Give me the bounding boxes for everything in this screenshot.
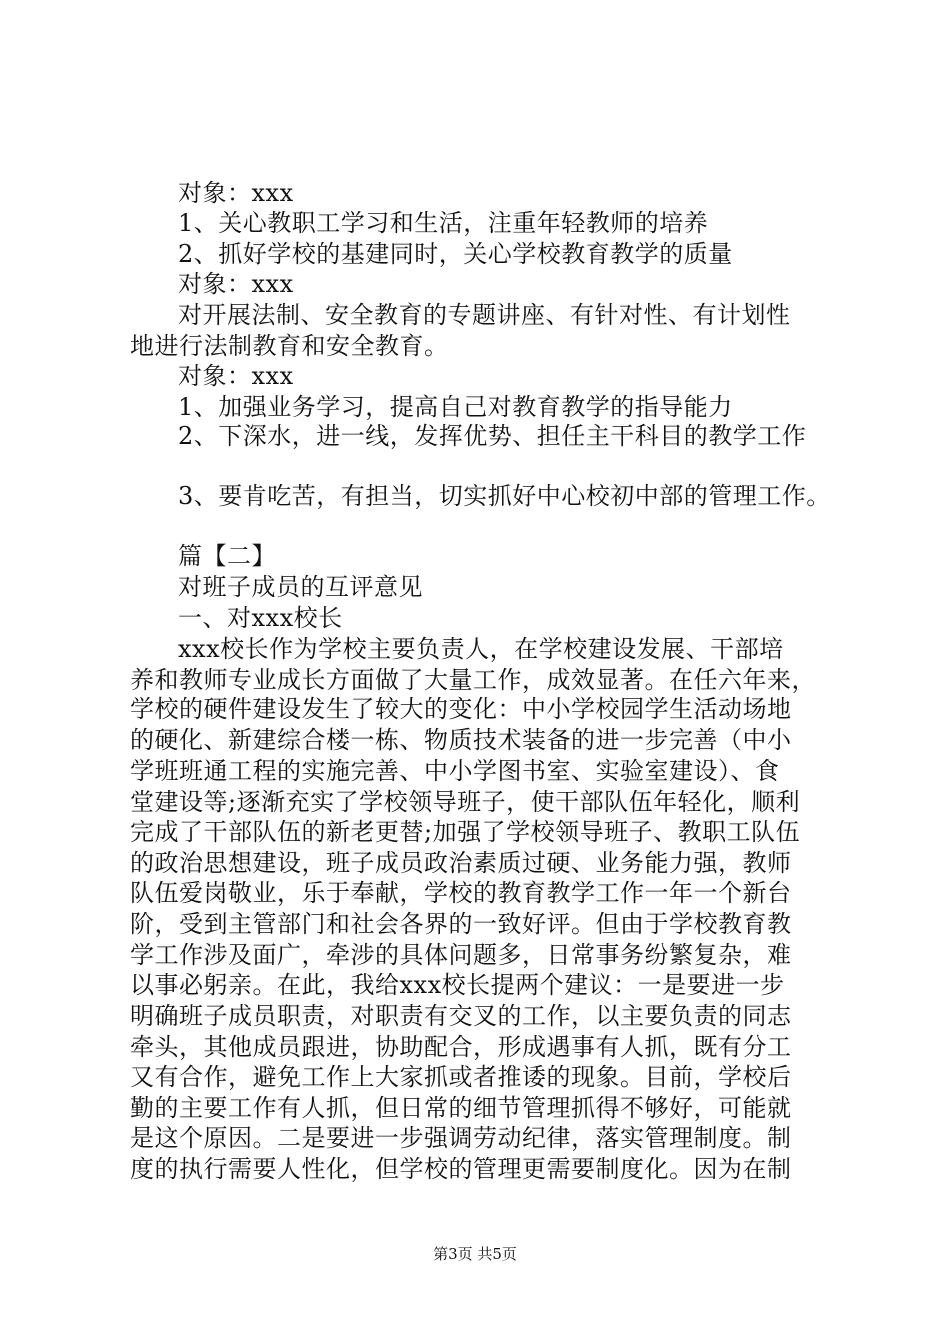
text-line: 3、要肯吃苦，有担当，切实抓好中心校初中部的管理工作。: [178, 482, 831, 510]
text-line: 是这个原因。二是要进一步强调劳动纪律，落实管理制度。制: [130, 1124, 792, 1152]
text-line: 地进行法制教育和安全教育。: [130, 332, 449, 360]
text-line: 对象：xxx: [178, 362, 294, 390]
text-line: 学班班通工程的实施完善、中小学图书室、实验室建设）、食: [130, 757, 780, 785]
text-line: 队伍爱岗敬业，乐于奉献，学校的教育教学工作一年一个新台: [130, 879, 792, 907]
text-line: 以事必躬亲。在此，我给xxx校长提两个建议：一是要进一步: [130, 971, 785, 999]
text-line: 完成了干部队伍的新老更替;加强了学校领导班子、教职工队伍: [130, 818, 801, 846]
page-number: 第3页 共5页: [433, 1245, 517, 1263]
text-line: 对开展法制、安全教育的专题讲座、有针对性、有计划性: [178, 301, 791, 329]
text-line: 学校的硬件建设发生了较大的变化：中小学校园学生活动场地: [130, 695, 792, 723]
text-line: 牵头，其他成员跟进，协助配合，形成遇事有人抓，既有分工: [130, 1033, 792, 1061]
text-line: 阶，受到主管部门和社会各界的一致好评。但由于学校教育教: [130, 910, 792, 938]
text-line: xxx校长作为学校主要负责人，在学校建设发展、干部培: [178, 635, 784, 663]
subsection-title: 一、对xxx校长: [178, 604, 343, 632]
section-title: 对班子成员的互评意见: [178, 573, 423, 601]
text-line: 勤的主要工作有人抓，但日常的细节管理抓得不够好，可能就: [130, 1094, 792, 1122]
text-line: 养和教师专业成长方面做了大量工作，成效显著。在任六年来，: [130, 666, 816, 694]
text-line: 对象：xxx: [178, 179, 294, 207]
text-line: 的硬化、新建综合楼一栋、物质技术装备的进一步完善（中小: [130, 726, 792, 754]
text-line: 1、加强业务学习，提高自己对教育教学的指导能力: [178, 393, 733, 421]
text-line: 又有合作，避免工作上大家抓或者推诿的现象。目前，学校后: [130, 1063, 792, 1091]
text-line: 学工作涉及面广，牵涉的具体问题多，日常事务纷繁复杂，难: [130, 941, 792, 969]
text-line: 2、下深水，进一线，发挥优势、担任主干科目的教学工作: [178, 422, 807, 450]
text-line: 1、关心教职工学习和生活，注重年轻教师的培养: [178, 209, 709, 237]
text-line: 的政治思想建设，班子成员政治素质过硬、业务能力强，教师: [130, 849, 792, 877]
text-line: 明确班子成员职责，对职责有交叉的工作，以主要负责的同志: [130, 1002, 792, 1030]
text-line: 2、抓好学校的基建同时，关心学校教育教学的质量: [178, 240, 733, 268]
text-line: 堂建设等;逐渐充实了学校领导班子，使干部队伍年轻化，顺利: [130, 788, 801, 816]
text-line: 对象：xxx: [178, 270, 294, 298]
section-heading: 篇【二】: [178, 542, 276, 570]
text-line: 度的执行需要人性化，但学校的管理更需要制度化。因为在制: [130, 1155, 792, 1183]
